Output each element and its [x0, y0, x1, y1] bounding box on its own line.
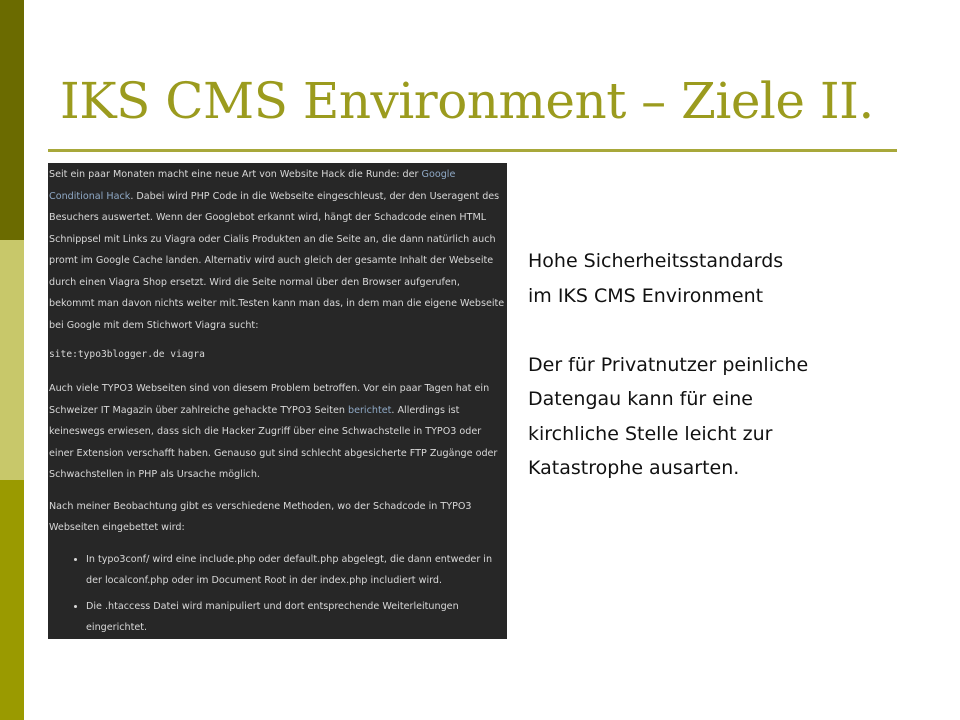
screenshot-paragraph-3: Nach meiner Beobachtung gibt es verschiedene Methoden, wo der Schadcode in TYPO3 Webseiten eingebettet wird:	[49, 500, 472, 533]
title-divider	[48, 149, 897, 152]
paragraph-gap	[528, 313, 948, 348]
screenshot-text: Seit ein paar Monaten macht eine neue Art von Website Hack die Runde: der	[49, 169, 422, 180]
berichtet-link[interactable]: berichtet	[347, 404, 392, 416]
slide-body	[528, 244, 948, 486]
decor-strip-middle	[0, 240, 24, 480]
slide-title: IKS CMS Environment – Ziele II.	[60, 72, 874, 130]
decor-strip-bottom	[0, 480, 24, 720]
screenshot-text: . Dabei wird PHP Code in die Webseite eingeschleust, der den Useragent des Besuchers auswertet. Wenn der Googlebot erkannt wird, hängt der Schadcode einen HTML Schnippsel mit Links zu Viagra oder Cialis Produkten an die Seite an, die dann natürlich auch promt im Google Cache landen. Alternativ wird auch gleich der gesamte Inhalt der Webseite durch einen Viagra Shop ersetzt. Wird die Seite normal über den Browser aufgerufen, bekommt man davon nichts weiter mit.Testen kann man das, in dem man die eigene Webseite bei Google mit dem Stichwort Viagra sucht:	[49, 190, 505, 331]
method-list	[49, 549, 505, 639]
screenshot-paragraph-2	[49, 378, 505, 486]
search-query-code: site:typo3blogger.de viagra	[49, 349, 205, 360]
body-line: Datengau kann für eine	[528, 388, 753, 410]
body-line: Katastrophe ausarten.	[528, 457, 740, 479]
body-line: Hohe Sicherheitsstandards	[528, 250, 784, 272]
list-item: • In typo3conf/ wird eine include.php oder default.php abgelegt, die dann entweder in der localconf.php oder im Document Root in der index.php includiert wird.	[86, 549, 505, 592]
screenshot-paragraph-1	[49, 164, 505, 336]
list-item: • Die .htaccess Datei wird manipuliert und dort entsprechende Weiterleitungen eingerichtet.	[86, 596, 505, 639]
body-line: kirchliche Stelle leicht zur	[528, 422, 773, 445]
body-line: im IKS CMS Environment	[528, 284, 764, 307]
decor-strip-top	[0, 0, 24, 240]
blog-screenshot	[48, 163, 507, 639]
google-conditional-hack-link[interactable]: Google Conditional Hack	[49, 169, 456, 202]
screenshot-text: . Allerdings ist keineswegs erwiesen, dass sich die Hacker Zugriff über eine Schwachstelle in TYPO3 oder einer Extension verschafft haben. Genauso gut sind schlecht abgesicherte FTP Zugänge oder Schwachstellen in PHP als Ursache möglich.	[49, 404, 498, 480]
screenshot-text: Auch viele TYPO3 Webseiten sind von diesem Problem betroffen. Vor ein paar Tagen hat ein Schweizer IT Magazin über zahlreiche gehackte TYPO3 Seiten	[49, 383, 490, 416]
body-line: Der für Privatnutzer peinliche	[528, 353, 809, 376]
